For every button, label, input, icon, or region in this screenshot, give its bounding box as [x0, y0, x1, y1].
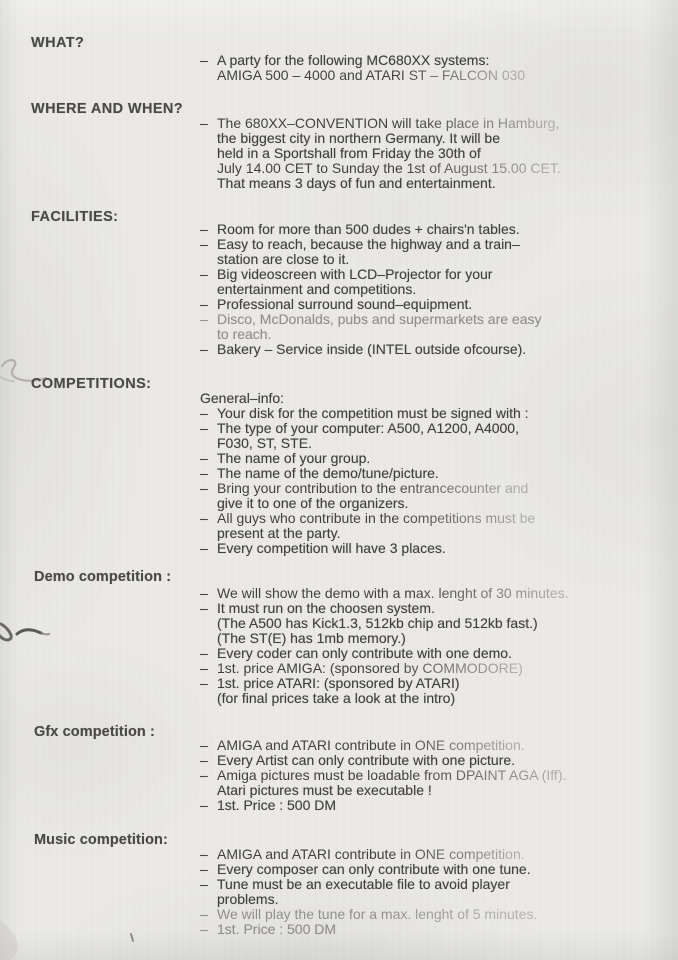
text-line	[200, 631, 568, 646]
line-text: AMIGA and ATARI contribute in ONE competition.	[217, 737, 525, 753]
text-line	[200, 421, 535, 436]
bullet-dash-icon: –	[200, 797, 208, 813]
bullet-dash-icon: –	[200, 737, 208, 753]
section-content	[200, 391, 535, 556]
line-text: Amiga pictures must be loadable from DPAINT AGA (Iff).	[217, 767, 567, 783]
section-content	[200, 53, 525, 83]
line-text: Bakery – Service inside (INTEL outside ofcourse).	[217, 341, 527, 357]
bullet-dash-icon: –	[200, 675, 208, 691]
line-text: 1st. Price : 500 DM	[217, 921, 337, 937]
text-line	[200, 601, 568, 616]
text-line	[200, 53, 525, 68]
line-text: give it to one of the organizers.	[217, 495, 409, 511]
line-text: Room for more than 500 dudes + chairs'n tables.	[217, 221, 520, 237]
bullet-dash-icon: –	[200, 405, 208, 421]
bullet-dash-icon	[200, 131, 217, 146]
line-text: AMIGA 500 – 4000 and ATARI ST – FALCON 030	[217, 67, 526, 83]
bullet-dash-icon: –	[200, 846, 208, 862]
line-text: (for final prices take a look at the intro)	[217, 690, 456, 706]
text-line	[200, 252, 541, 267]
text-line	[200, 691, 568, 706]
section-content	[200, 116, 561, 191]
text-line	[200, 676, 568, 691]
line-text: F030, ST, STE.	[217, 435, 312, 451]
line-text: 1st. price AMIGA: (sponsored by COMMODORE)	[217, 660, 523, 676]
line-text: Every composer can only contribute with one tune.	[217, 861, 531, 877]
bullet-dash-icon	[200, 496, 217, 511]
text-line	[200, 391, 535, 406]
text-line	[200, 892, 537, 907]
bullet-dash-icon	[200, 327, 217, 342]
line-text: AMIGA and ATARI contribute in ONE competition.	[217, 846, 525, 862]
line-text: All guys who contribute in the competitions must be	[217, 510, 536, 526]
bullet-dash-icon: –	[200, 52, 208, 68]
line-text: July 14.00 CET to Sunday the 1st of August 15.00 CET.	[217, 160, 561, 176]
bullet-dash-icon: –	[200, 752, 208, 768]
text-line	[200, 436, 535, 451]
bullet-dash-icon: –	[200, 540, 208, 556]
bullet-dash-icon: –	[200, 600, 208, 616]
line-text: Big videoscreen with LCD–Projector for your	[217, 266, 493, 282]
text-line	[200, 297, 541, 312]
bullet-dash-icon	[200, 176, 217, 191]
bullet-dash-icon	[200, 783, 217, 798]
line-text: The 680XX–CONVENTION will take place in Hamburg,	[217, 115, 560, 131]
text-line	[200, 753, 566, 768]
text-line	[200, 616, 568, 631]
text-line	[200, 176, 561, 191]
bullet-dash-icon	[200, 252, 217, 267]
line-text: It must run on the choosen system.	[217, 600, 435, 616]
line-text: Every competition will have 3 places.	[217, 540, 446, 556]
bullet-dash-icon	[200, 146, 217, 161]
line-text: The name of your group.	[217, 450, 371, 466]
text-line	[200, 526, 535, 541]
section-content	[200, 847, 537, 937]
line-text: We will play the tune for a max. lenght of 5 minutes.	[217, 906, 538, 922]
text-line	[200, 282, 541, 297]
bullet-dash-icon: –	[200, 465, 208, 481]
section-header: Gfx competition :	[34, 724, 155, 740]
text-line	[200, 146, 561, 161]
line-text: station are close to it.	[217, 251, 350, 267]
line-text: 1st. price ATARI: (sponsored by ATARI)	[217, 675, 460, 691]
bullet-dash-icon	[200, 892, 217, 907]
text-line	[200, 237, 541, 252]
text-line	[200, 116, 561, 131]
text-line	[200, 312, 541, 327]
line-text: held in a Sportshall from Friday the 30th of	[217, 145, 481, 161]
text-line	[200, 68, 525, 83]
text-line	[200, 511, 535, 526]
line-text: That means 3 days of fun and entertainment.	[217, 175, 496, 191]
bullet-dash-icon	[200, 68, 217, 83]
text-line	[200, 907, 537, 922]
line-text: General–info:	[200, 390, 285, 406]
section-header: Demo competition :	[34, 569, 172, 585]
text-line	[200, 783, 566, 798]
bullet-dash-icon: –	[200, 906, 208, 922]
section-header: WHERE AND WHEN?	[31, 101, 184, 117]
bullet-dash-icon: –	[200, 645, 208, 661]
bullet-dash-icon	[200, 691, 217, 706]
text-line	[200, 738, 566, 753]
line-text: (The A500 has Kick1.3, 512kb chip and 512kb fast.)	[217, 615, 538, 631]
text-line	[200, 131, 561, 146]
line-text: The type of your computer: A500, A1200, A4000,	[217, 420, 519, 436]
bullet-dash-icon	[200, 526, 217, 541]
bullet-dash-icon: –	[200, 660, 208, 676]
text-line	[200, 877, 537, 892]
text-line	[200, 768, 566, 783]
bullet-dash-icon: –	[200, 450, 208, 466]
bullet-dash-icon: –	[200, 341, 208, 357]
text-line	[200, 646, 568, 661]
text-line	[200, 586, 568, 601]
bullet-dash-icon: –	[200, 861, 208, 877]
line-text: present at the party.	[217, 525, 341, 541]
text-line	[200, 481, 535, 496]
section-content	[200, 586, 568, 706]
section-content	[200, 738, 566, 813]
line-text: Professional surround sound–equipment.	[217, 296, 473, 312]
line-text: problems.	[217, 891, 279, 907]
line-text: Every coder can only contribute with one demo.	[217, 645, 512, 661]
bullet-dash-icon: –	[200, 480, 208, 496]
bullet-dash-icon: –	[200, 266, 208, 282]
line-text: Easy to reach, because the highway and a train–	[217, 236, 520, 252]
line-text: 1st. Price : 500 DM	[217, 797, 337, 813]
text-line	[200, 451, 535, 466]
bullet-dash-icon	[200, 282, 217, 297]
text-line	[200, 922, 537, 937]
bullet-dash-icon	[200, 616, 217, 631]
bullet-dash-icon	[200, 631, 217, 646]
text-line	[200, 342, 541, 357]
line-text: Bring your contribution to the entrancecounter and	[217, 480, 529, 496]
text-line	[200, 161, 561, 176]
bullet-dash-icon	[200, 161, 217, 176]
bullet-dash-icon: –	[200, 767, 208, 783]
bullet-dash-icon: –	[200, 221, 208, 237]
text-line	[200, 541, 535, 556]
section-content	[200, 222, 541, 357]
bullet-dash-icon: –	[200, 510, 208, 526]
line-text: to reach.	[217, 326, 272, 342]
text-line	[200, 267, 541, 282]
line-text: (The ST(E) has 1mb memory.)	[217, 630, 406, 646]
line-text: Atari pictures must be executable !	[217, 782, 432, 798]
section-header: Music competition:	[34, 832, 168, 848]
line-text: entertainment and competitions.	[217, 281, 417, 297]
section-header: WHAT?	[31, 35, 85, 51]
text-line	[200, 222, 541, 237]
bullet-dash-icon: –	[200, 585, 208, 601]
line-text: Tune must be an executable file to avoid player	[217, 876, 510, 892]
text-line	[200, 406, 535, 421]
bullet-dash-icon	[200, 436, 217, 451]
line-text: Disco, McDonalds, pubs and supermarkets are easy	[217, 311, 542, 327]
bullet-dash-icon: –	[200, 115, 208, 131]
section-header: COMPETITIONS:	[31, 376, 152, 392]
text-line	[200, 862, 537, 877]
bullet-dash-icon: –	[200, 420, 208, 436]
line-text: The name of the demo/tune/picture.	[217, 465, 439, 481]
line-text: We will show the demo with a max. lenght of 30 minutes.	[217, 585, 569, 601]
bullet-dash-icon: –	[200, 876, 208, 892]
line-text: Your disk for the competition must be signed with :	[217, 405, 529, 421]
text-line	[200, 661, 568, 676]
bullet-dash-icon: –	[200, 921, 208, 937]
bullet-dash-icon: –	[200, 236, 208, 252]
line-text: Every Artist can only contribute with one picture.	[217, 752, 516, 768]
bullet-dash-icon: –	[200, 311, 208, 327]
text-line	[200, 496, 535, 511]
line-text: the biggest city in northern Germany. It will be	[217, 130, 500, 146]
bullet-dash-icon: –	[200, 296, 208, 312]
line-text: A party for the following MC680XX systems:	[217, 52, 490, 68]
text-line	[200, 798, 566, 813]
section-header: FACILITIES:	[31, 209, 119, 225]
text-line	[200, 847, 537, 862]
text-line	[200, 466, 535, 481]
text-line	[200, 327, 541, 342]
